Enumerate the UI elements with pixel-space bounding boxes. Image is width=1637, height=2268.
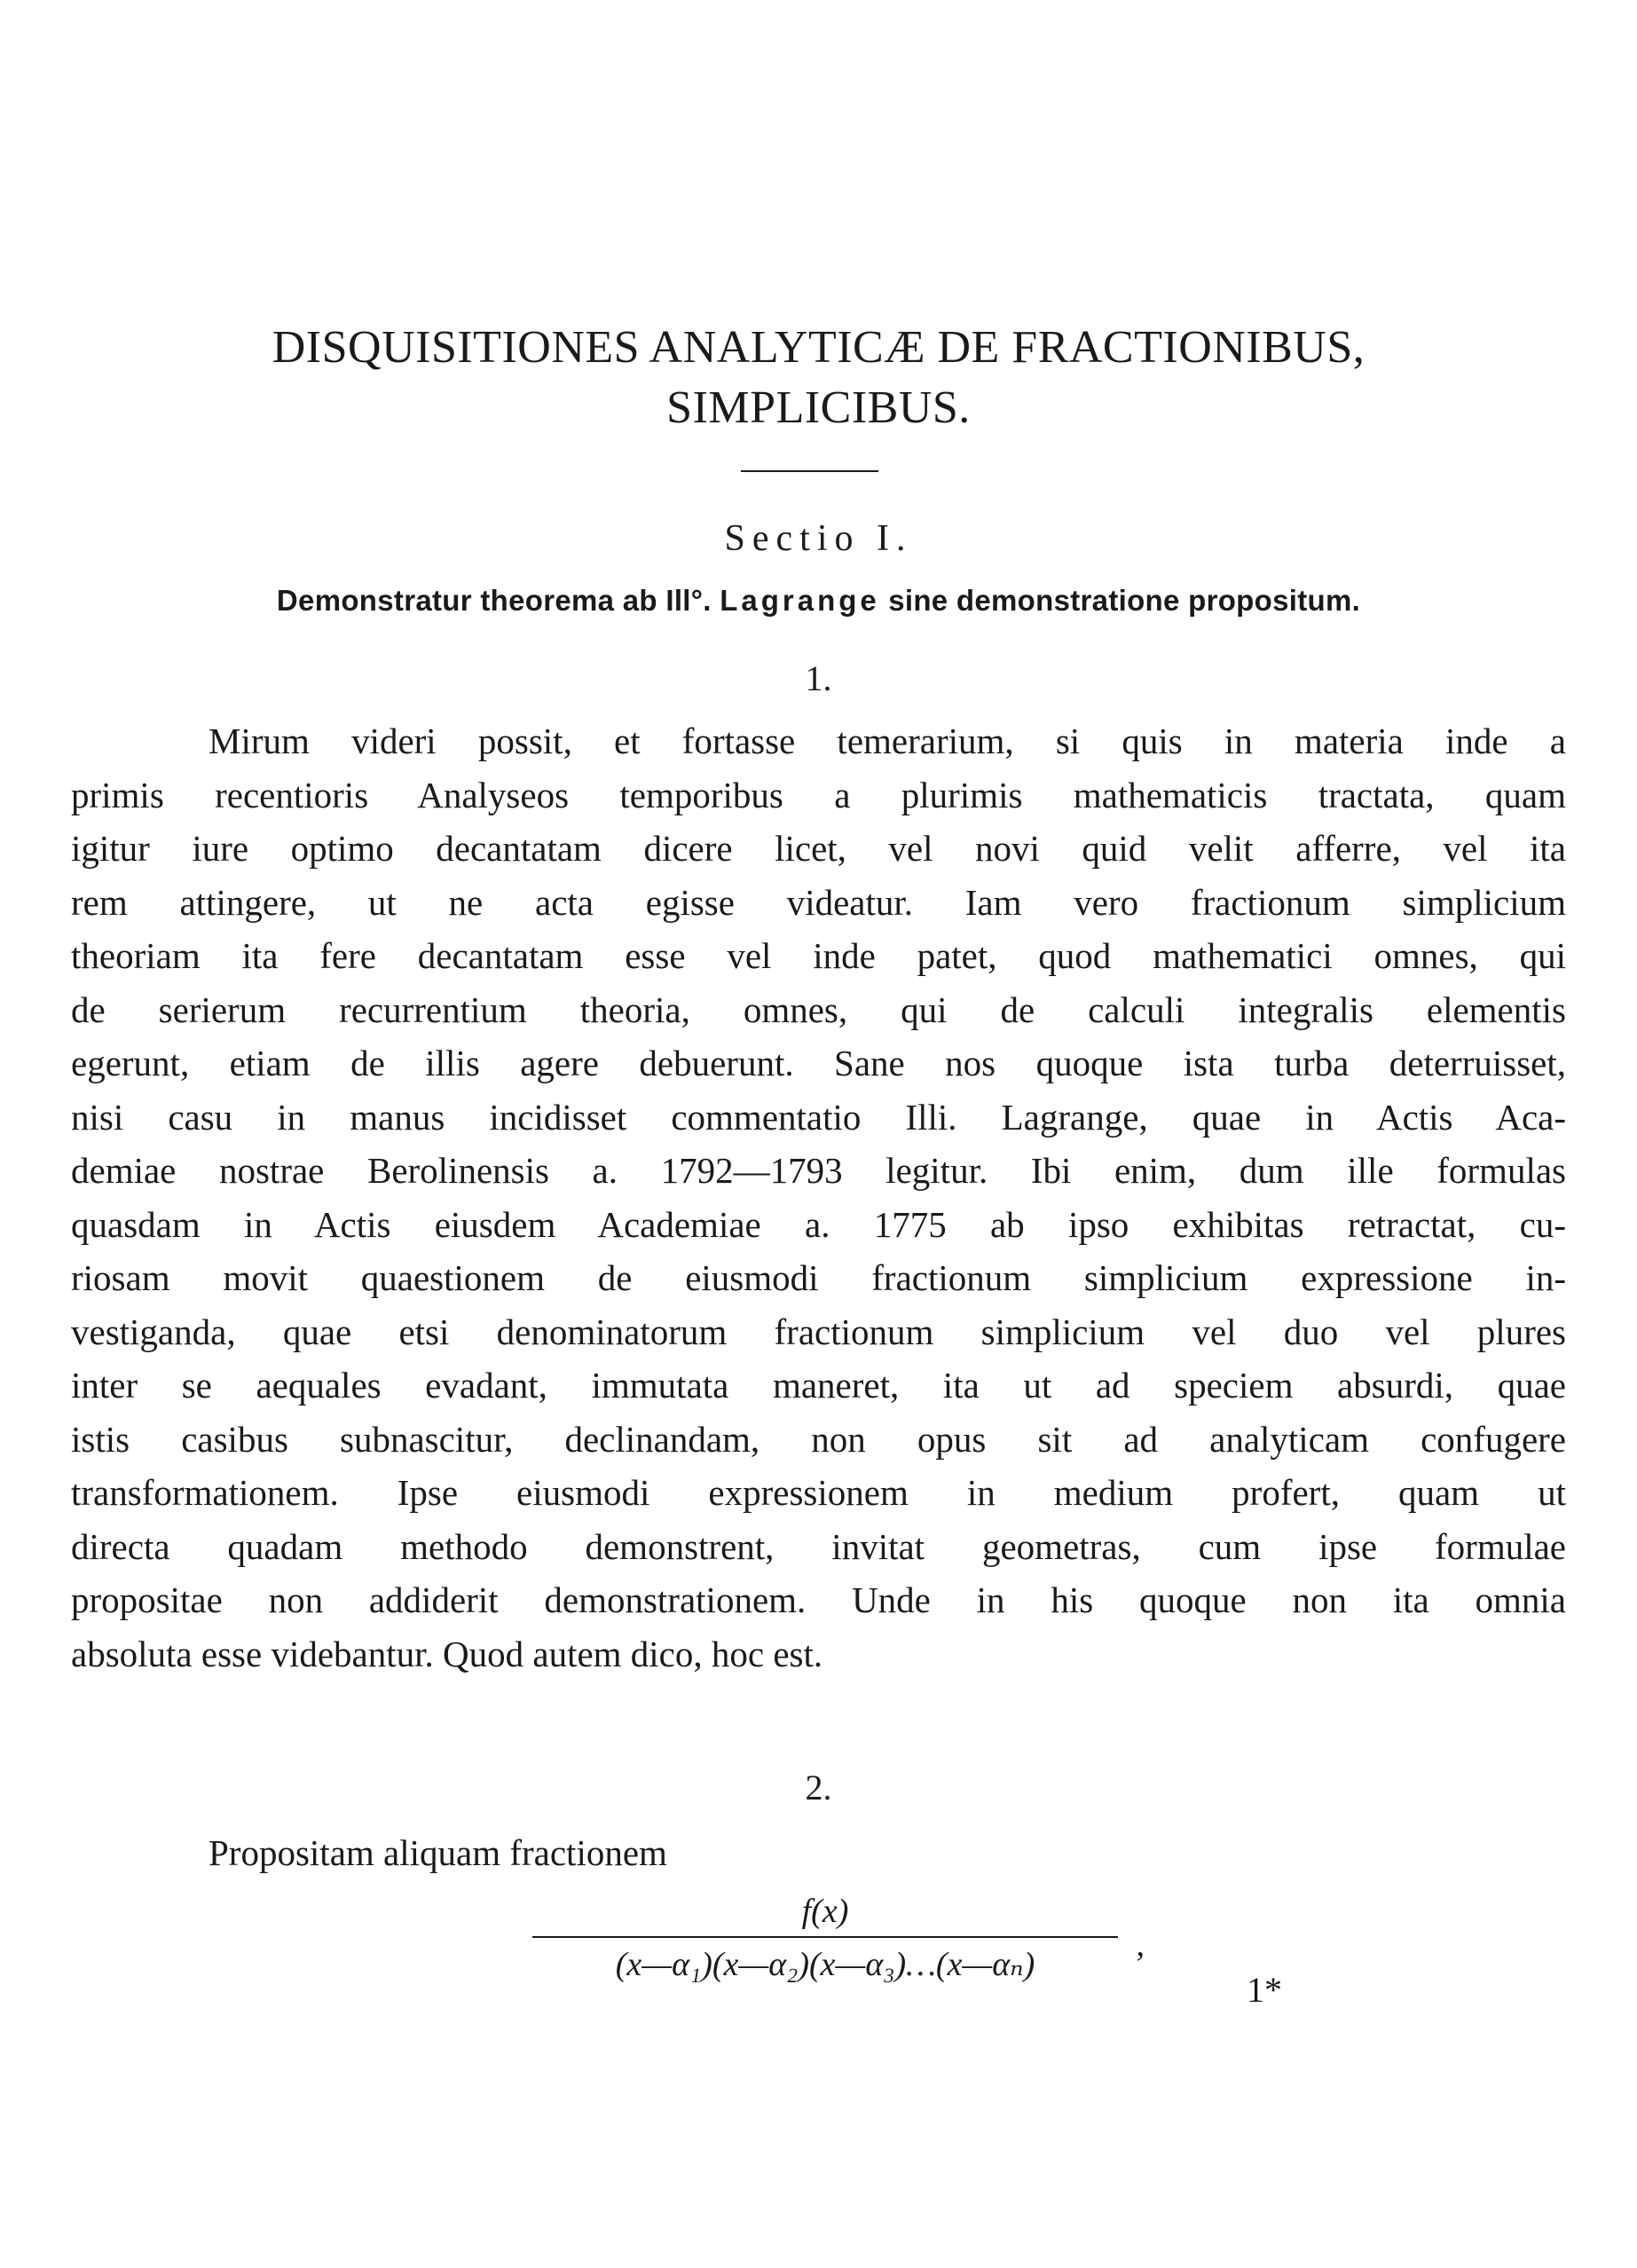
paragraph-line: igitur iure optimo decantatam dicere licet, vel novi quid velit afferre, vel ita xyxy=(71,828,1566,869)
paragraph-line: quasdam in Actis eiusdem Academiae a. 1775 ab ipso exhibitas retractat, cu- xyxy=(71,1203,1566,1245)
document-title-line-2: SIMPLICIBUS. xyxy=(666,382,971,433)
paragraph-number-2: 2. xyxy=(805,1768,832,1807)
section-subtitle-post: sine demonstratione propositum. xyxy=(888,584,1361,617)
paragraph-line: egerunt, etiam de illis agere debuerunt. Sane nos quoque ista turba deterruisset, xyxy=(71,1043,1566,1083)
paragraph-line: demiae nostrae Berolinensis a. 1792—1793 legitur. Ibi enim, dum ille formulas xyxy=(71,1150,1566,1191)
paragraph-line: nisi casu in manus incidisset commentatio Illi. Lagrange, quae in Actis Aca- xyxy=(71,1096,1566,1138)
paragraph-line: vestiganda, quae etsi denominatorum fractionum simplicium vel duo vel plures xyxy=(71,1311,1566,1352)
signature-mark: 1* xyxy=(1247,1970,1282,2010)
section-heading: Sectio I. xyxy=(724,518,913,559)
paragraph-line: directa quadam methodo demonstrent, invitat geometras, cum ipse formulae xyxy=(71,1525,1566,1567)
paragraph-line: riosam movit quaestionem de eiusmodi fractionum simplicium expressione in- xyxy=(71,1257,1566,1298)
fraction-formula xyxy=(532,1890,1145,1986)
fraction-bar xyxy=(532,1936,1118,1938)
formula-trailing-comma: , xyxy=(1136,1926,1145,1964)
section-subtitle-pre: Demonstratur theorema ab Ill°. xyxy=(276,584,712,617)
paragraph-number-1: 1. xyxy=(805,658,832,698)
formula-numerator: f(x) xyxy=(801,1893,849,1930)
paragraph-line: theoriam ita fere decantatam esse vel inde patet, quod mathematici omnes, qui xyxy=(71,935,1566,976)
paragraph-line: istis casibus subnascitur, declinandam, non opus sit ad analyticam confugere xyxy=(71,1418,1566,1460)
paragraph-line: inter se aequales evadant, immutata maneret, ita ut ad speciem absurdi, quae xyxy=(71,1365,1566,1406)
document-title-line-1: DISQUISITIONES ANALYTICÆ DE FRACTIONIBUS, xyxy=(272,322,1365,373)
paragraph-line: rem attingere, ut ne acta egisse videatur. Iam vero fractionum simplicium xyxy=(71,881,1566,923)
section-subtitle xyxy=(0,581,1637,620)
paragraph-1-body xyxy=(71,714,1566,1681)
formula-denominator: (x—α₁)(x—α₂)(x—α₃)…(x—αₙ) xyxy=(615,1946,1035,1983)
paragraph-line: de serierum recurrentium theoria, omnes, qui de calculi integralis elementis xyxy=(71,988,1566,1030)
paragraph-line: absoluta esse videbantur. Quod autem dico, hoc est. xyxy=(71,1633,823,1674)
paragraph-line: propositae non addiderit demonstrationem. Unde in his quoque non ita omnia xyxy=(71,1579,1566,1620)
paragraph-line: transformationem. Ipse eiusmodi expressionem in medium profert, quam ut xyxy=(71,1472,1566,1513)
paragraph-line: primis recentioris Analyseos temporibus a plurimis mathematicis tractata, quam xyxy=(71,774,1566,815)
section-subtitle-name: Lagrange xyxy=(720,584,880,617)
paragraph-2-text: Propositam aliquam fractionem xyxy=(209,1832,667,1873)
title-divider xyxy=(741,470,878,472)
paragraph-line: Mirum videri possit, et fortasse temerarium, si quis in materia inde a xyxy=(209,721,1566,761)
